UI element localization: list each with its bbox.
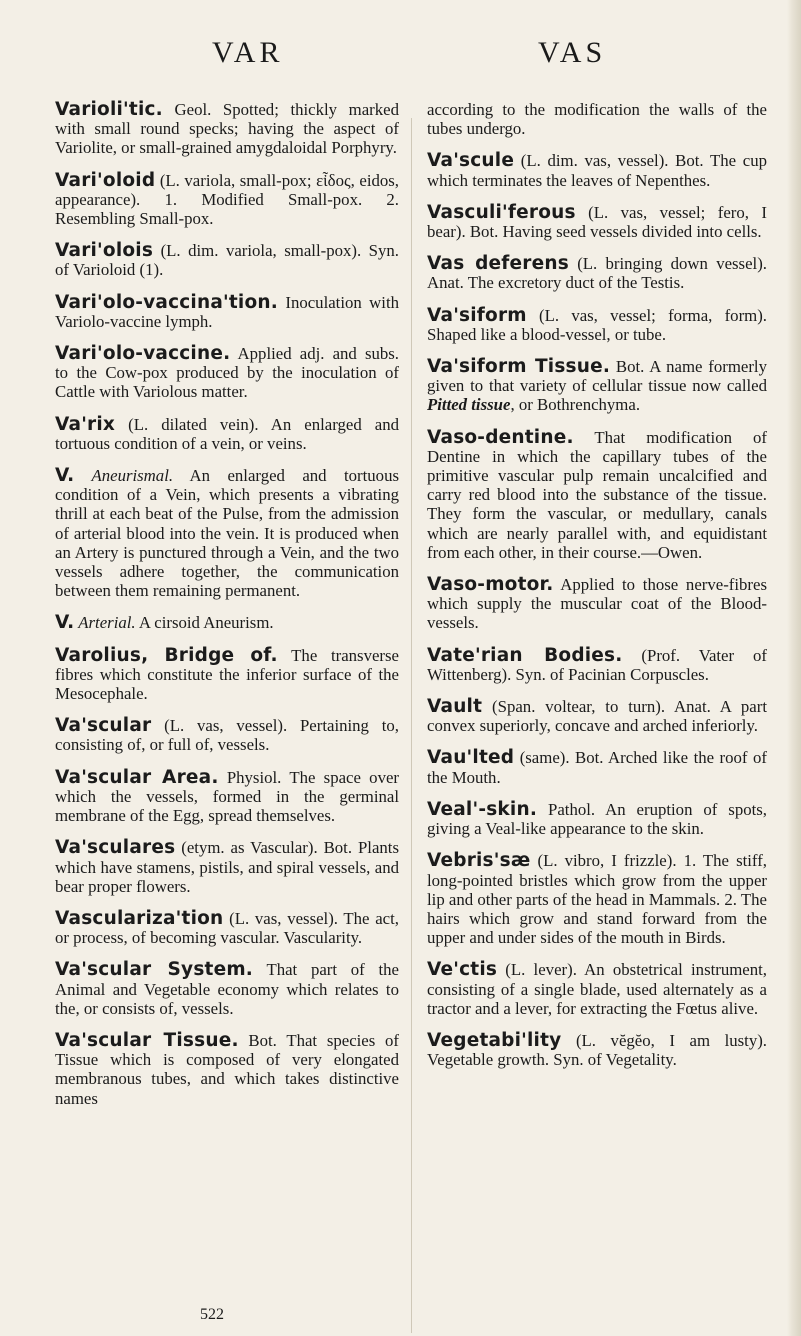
entry-italic-term: Pitted tissue bbox=[427, 395, 511, 415]
dictionary-entry bbox=[55, 241, 399, 279]
left-column bbox=[55, 100, 399, 1121]
entry-definition: (L. dilated vein). An enlarged and tortuous condition of a vein, or veins. bbox=[55, 414, 399, 453]
entry-headword: Vaso-motor. bbox=[427, 574, 554, 596]
dictionary-entry bbox=[55, 415, 399, 453]
entry-headword: Va'rix bbox=[55, 413, 116, 435]
entry-headword: Veal'-skin. bbox=[427, 798, 538, 820]
entry-definition: (L. vas, vessel). The act, or process, of becoming vascular. Vascularity. bbox=[55, 908, 399, 948]
entry-definition: The transverse fibres which constitute the inferior surface of the Mesocephale. bbox=[55, 645, 399, 704]
dictionary-entry bbox=[427, 254, 767, 292]
entry-headword: Va'scular Tissue. bbox=[55, 1029, 239, 1051]
entry-definition: (L. vĕgĕo, I am lusty). Vegetable growth. Syn. of Vegetality. bbox=[427, 1030, 767, 1070]
entry-definition: Physiol. The space over which the vessels, formed in the germinal membrane of the Egg, spread themselves. bbox=[55, 767, 399, 826]
entry-headword: Vasculariza'tion bbox=[55, 907, 224, 929]
page-edge bbox=[787, 0, 801, 1336]
entry-definition: (Prof. Vater of Wittenberg). Syn. of Pacinian Corpuscles. bbox=[427, 645, 767, 684]
entry-headword: Va'siform bbox=[427, 304, 527, 326]
dictionary-entry bbox=[427, 800, 767, 838]
entry-headword: Va'scular System. bbox=[55, 959, 254, 981]
dictionary-entry bbox=[427, 646, 767, 684]
dictionary-entry bbox=[55, 960, 399, 1018]
entry-headword: Va'scule bbox=[427, 150, 515, 172]
running-head-right: VAS bbox=[538, 36, 607, 69]
entry-headword: Vate'rian Bodies. bbox=[427, 644, 623, 666]
dictionary-entry bbox=[55, 344, 399, 402]
entry-definition: (L. vibro, I frizzle). 1. The stiff, long-pointed bristles which grow from the upper lip and other parts of the head in Mammals. 2. The hairs which grow and stand forward from the upper and under sides of the mouth in Birds. bbox=[427, 851, 767, 948]
entry-headword: Vegetabi'lity bbox=[427, 1029, 562, 1051]
entry-headword: Va'siform Tissue. bbox=[427, 356, 611, 378]
dictionary-entry bbox=[427, 306, 767, 344]
entry-definition: Geol. Spotted; thickly marked with small round specks; having the aspect of Variolite, or small-grained amygdaloidal Porphyry. bbox=[55, 100, 399, 158]
entry-definition: (L. lever). An obstetrical instrument, consisting of a single blade, used alternately as a tractor and a lever, for extracting the Fœtus alive. bbox=[427, 960, 767, 1018]
entry-definition: (L. bringing down vessel). Anat. The excretory duct of the Testis. bbox=[427, 254, 767, 293]
entry-headword: Vau'lted bbox=[427, 747, 515, 769]
entry-headword: Varioli'tic. bbox=[55, 99, 163, 120]
entry-headword: Vaso-dentine. bbox=[427, 426, 574, 448]
entry-headword: Vebris'sæ bbox=[427, 850, 531, 872]
entry-definition: That part of the Animal and Vegetable economy which relates to the, or consists of, vessels. bbox=[55, 960, 399, 1018]
dictionary-entry bbox=[427, 851, 767, 947]
dictionary-entry bbox=[55, 909, 399, 947]
dictionary-entry bbox=[55, 716, 399, 754]
entry-headword: Vari'olo-vaccina'tion. bbox=[55, 291, 278, 313]
dictionary-entry bbox=[427, 203, 767, 241]
entry-headword: Va'scular Area. bbox=[55, 766, 219, 788]
dictionary-entry bbox=[427, 357, 767, 415]
dictionary-entry bbox=[55, 100, 399, 158]
dictionary-entry bbox=[55, 838, 399, 896]
entry-subsense: Arterial. bbox=[74, 613, 136, 633]
entry-headword: Ve'ctis bbox=[427, 959, 498, 981]
right-column bbox=[427, 100, 767, 1082]
page-number: 522 bbox=[200, 1306, 224, 1323]
entry-headword: Vari'oloid bbox=[55, 169, 156, 191]
entry-headword: V. bbox=[55, 465, 75, 487]
dictionary-entry bbox=[55, 171, 399, 229]
entry-headword: Vasculi'ferous bbox=[427, 201, 576, 223]
column-divider bbox=[411, 118, 412, 1333]
entry-definition: That modification of Dentine in which the capillary tubes of the primitive vascular pulp remain uncalcified and carry red blood into the substance of the tissue. They form the vascular, or medullary, canals which are nearly parallel with, and equidistant from each other, in their course.—Owen. bbox=[427, 427, 767, 562]
dictionary-entry bbox=[427, 748, 767, 786]
entry-definition: Bot. A name formerly given to that variety of cellular tissue now called bbox=[427, 357, 767, 396]
entry-definition: according to the modification the walls of the tubes undergo. bbox=[427, 100, 767, 139]
entry-definition: (etym. as Vascular). Bot. Plants which have stamens, pistils, and spiral vessels, and bear proper flowers. bbox=[55, 838, 399, 896]
entry-subsense: Aneurismal. bbox=[74, 466, 174, 486]
entry-definition: Pathol. An eruption of spots, giving a Veal-like appearance to the skin. bbox=[427, 799, 767, 839]
dictionary-entry bbox=[427, 151, 767, 189]
dictionary-entry bbox=[427, 575, 767, 633]
running-header bbox=[0, 36, 801, 76]
entry-definition: (L. dim. variola, small-pox). Syn. of Varioloid (1). bbox=[55, 241, 399, 280]
entry-headword: Vault bbox=[427, 696, 483, 718]
dictionary-entry bbox=[427, 960, 767, 1018]
entry-definition-tail: , or Bothrenchyma. bbox=[510, 395, 641, 415]
entry-headword: V. bbox=[55, 612, 75, 634]
entry-definition: Bot. That species of Tissue which is composed of very elongated membranous tubes, and which takes distinctive names bbox=[55, 1030, 400, 1108]
running-head-left: VAR bbox=[212, 36, 284, 69]
dictionary-entry bbox=[55, 768, 399, 826]
dictionary-entry bbox=[427, 1031, 767, 1069]
entry-definition: (L. vas, vessel; fero, I bear). Bot. Having seed vessels divided into cells. bbox=[427, 202, 767, 242]
dictionary-entry bbox=[427, 100, 767, 138]
entry-definition: An enlarged and tortuous condition of a Vein, which presents a vibrating thrill at each beat of the Pulse, from the admission of arterial blood into the vein. It is produced when an Artery is punctured through a Vein, and the two vessels adhere together, the communication between them remaining permanent. bbox=[55, 466, 399, 601]
dictionary-entry bbox=[55, 1031, 399, 1108]
entry-definition: (Span. voltear, to turn). Anat. A part convex superiorly, concave and arched inferiorly. bbox=[427, 697, 767, 736]
dictionary-entry bbox=[55, 466, 399, 600]
dictionary-entry bbox=[55, 613, 399, 632]
dictionary-entry bbox=[55, 293, 399, 331]
entry-definition: Applied adj. and subs. to the Cow-pox produced by the inoculation of Cattle with Variolous matter. bbox=[55, 344, 399, 402]
entry-headword: Varolius, Bridge of. bbox=[55, 644, 278, 666]
entry-headword: Va'sculares bbox=[55, 837, 176, 859]
entry-definition: (L. variola, small-pox; εἶδος, eidos, appearance). 1. Modified Small-pox. 2. Resembling Small-pox. bbox=[55, 170, 399, 229]
entry-definition: Applied to those nerve-fibres which supply the muscular coat of the Blood-vessels. bbox=[427, 575, 767, 633]
entry-definition: Inoculation with Variolo-vaccine lymph. bbox=[55, 292, 399, 331]
entry-definition: (L. vas, vessel; forma, form). Shaped like a blood-vessel, or tube. bbox=[427, 305, 767, 344]
entry-headword: Va'scular bbox=[55, 715, 152, 737]
dictionary-entry bbox=[427, 697, 767, 735]
entry-definition: (L. dim. vas, vessel). Bot. The cup which terminates the leaves of Nepenthes. bbox=[427, 151, 767, 190]
entry-headword: Vari'olo-vaccine. bbox=[55, 343, 231, 365]
entry-headword: Vari'olois bbox=[55, 240, 154, 262]
entry-definition: (same). Bot. Arched like the roof of the Mouth. bbox=[427, 748, 767, 787]
dictionary-entry bbox=[55, 646, 399, 704]
dictionary-entry bbox=[427, 428, 767, 562]
entry-headword: Vas deferens bbox=[427, 253, 569, 275]
entry-definition: A cirsoid Aneurism. bbox=[135, 613, 274, 633]
entry-definition: (L. vas, vessel). Pertaining to, consisting of, or full of, vessels. bbox=[55, 716, 399, 755]
